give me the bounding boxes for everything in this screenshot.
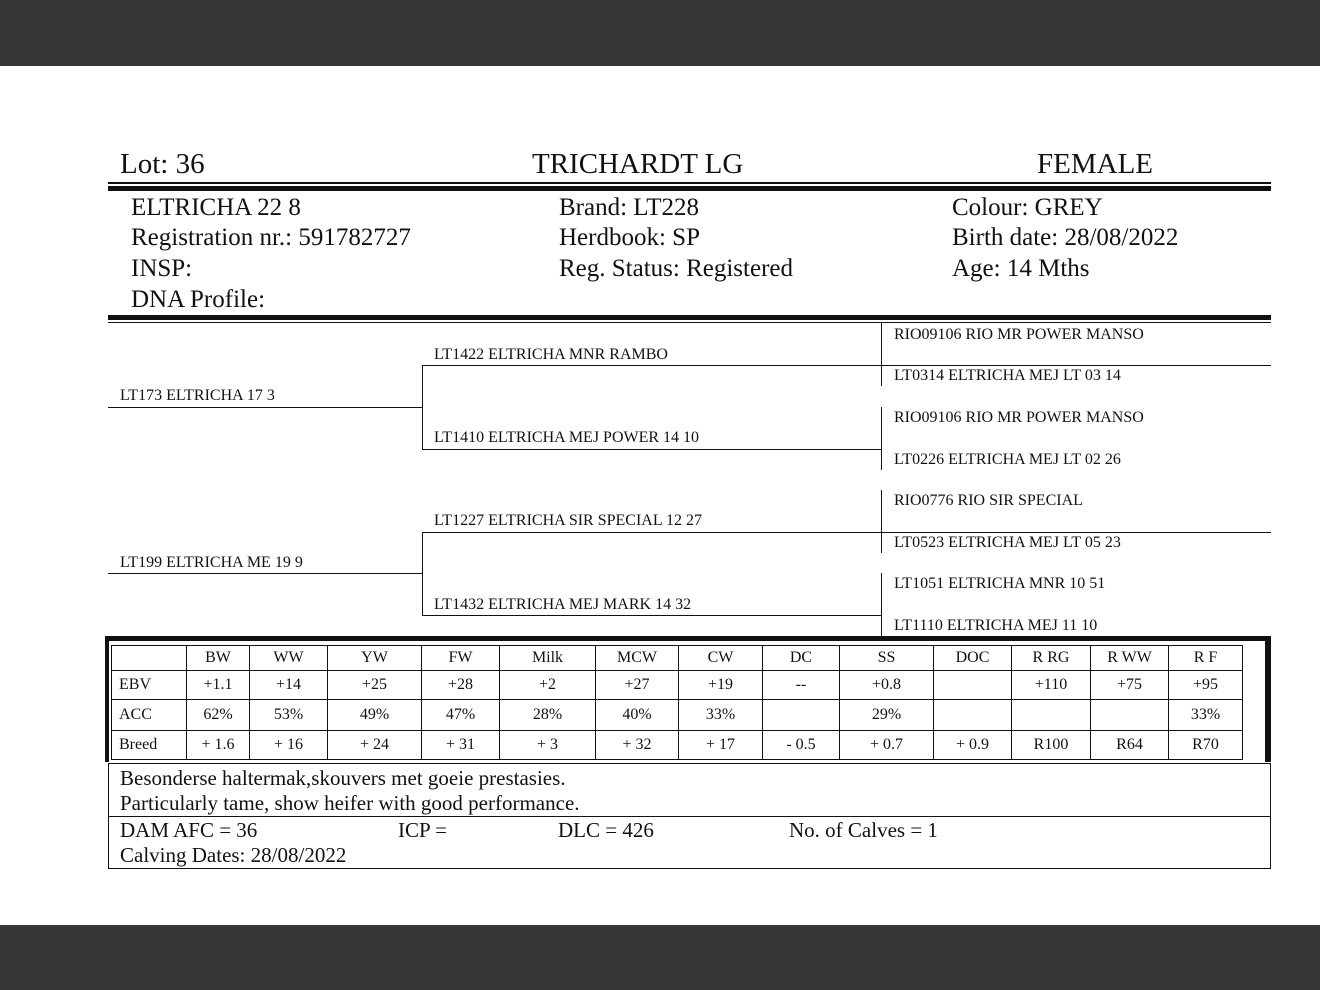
acc-row (112, 700, 1243, 731)
ebv-header-cell: MCW (596, 646, 679, 671)
acc-cell: 33% (679, 700, 763, 731)
ebv-cell: -- (763, 671, 840, 700)
ebv-header-cell: YW (328, 646, 422, 671)
breed-cell: R100 (1012, 731, 1091, 760)
ebv-table (111, 645, 1243, 760)
header-rule-thick (108, 186, 1271, 191)
birth-date: Birth date: 28/08/2022 (952, 224, 1179, 251)
comment-english: Particularly tame, show heifer with good performance. (120, 791, 580, 815)
ebv-cell: +0.8 (840, 671, 934, 700)
ebv-header-row (112, 646, 1243, 671)
header-rule-thin (108, 182, 1271, 184)
acc-cell: 53% (250, 700, 328, 731)
ebv-header-cell: R F (1169, 646, 1243, 671)
acc-cell: 40% (596, 700, 679, 731)
ebv-row-label: EBV (112, 671, 187, 700)
breed-cell: R64 (1091, 731, 1169, 760)
acc-cell (763, 700, 840, 731)
acc-cell: 47% (422, 700, 500, 731)
acc-cell: 62% (187, 700, 250, 731)
age: Age: 14 Mths (952, 255, 1090, 282)
ebv-header-cell: R WW (1091, 646, 1169, 671)
info-rule-thin (108, 322, 1271, 323)
breed-cell: + 31 (422, 731, 500, 760)
bottom-letterbox-bar (0, 925, 1320, 990)
owner-name: TRICHARDT LG (532, 148, 744, 180)
breed-cell: + 24 (328, 731, 422, 760)
pedigree-great-grandparent: RIO09106 RIO MR POWER MANSO (894, 409, 1144, 426)
pedigree-sire-dam: LT1410 ELTRICHA MEJ POWER 14 10 (434, 429, 700, 446)
acc-cell: 29% (840, 700, 934, 731)
ebv-cell: +14 (250, 671, 328, 700)
ebv-header-cell: FW (422, 646, 500, 671)
ebv-cell: +19 (679, 671, 763, 700)
ebv-header-cell: BW (187, 646, 250, 671)
ebv-cell: +27 (596, 671, 679, 700)
ebv-header-cell: DC (763, 646, 840, 671)
comment-afrikaans: Besonderse haltermak,skouvers met goeie prestasies. (120, 766, 566, 790)
ebv-cell: +110 (1012, 671, 1091, 700)
colour: Colour: GREY (952, 194, 1103, 221)
ebv-header-cell: WW (250, 646, 328, 671)
pedigree-great-grandparent: LT1110 ELTRICHA MEJ 11 10 (894, 617, 1098, 634)
ebv-header-cell (112, 646, 187, 671)
top-letterbox-bar (0, 0, 1320, 66)
info-rule-thick (108, 315, 1271, 320)
pedigree-sire-sire: LT1422 ELTRICHA MNR RAMBO (434, 346, 668, 363)
ebv-cell (934, 671, 1012, 700)
breed-cell: + 1.6 (187, 731, 250, 760)
pedigree-great-grandparent: LT1051 ELTRICHA MNR 10 51 (894, 575, 1106, 592)
ebv-header-cell: Milk (500, 646, 596, 671)
pedigree-great-grandparent: LT0314 ELTRICHA MEJ LT 03 14 (894, 367, 1121, 384)
acc-cell (934, 700, 1012, 731)
breed-cell: + 17 (679, 731, 763, 760)
pedigree-great-grandparent: RIO09106 RIO MR POWER MANSO (894, 326, 1144, 343)
pedigree-great-grandparent: RIO0776 RIO SIR SPECIAL (894, 492, 1083, 509)
breed-row (112, 731, 1243, 760)
breed-cell: + 0.9 (934, 731, 1012, 760)
lot-number: Lot: 36 (120, 148, 205, 180)
breed-cell: R70 (1169, 731, 1243, 760)
pedigree-dam-sire: LT1227 ELTRICHA SIR SPECIAL 12 27 (434, 512, 703, 529)
ebv-cell: +2 (500, 671, 596, 700)
ebv-header-cell: DOC (934, 646, 1012, 671)
insp-label: INSP: (131, 255, 193, 282)
ebv-header-cell: CW (679, 646, 763, 671)
animal-name: ELTRICHA 22 8 (131, 194, 301, 221)
herdbook: Herdbook: SP (559, 224, 700, 251)
sex-label: FEMALE (1037, 148, 1153, 180)
ebv-header-cell: R RG (1012, 646, 1091, 671)
dam-afc: DAM AFC = 36 (120, 818, 258, 842)
breed-cell: + 3 (500, 731, 596, 760)
registration-status: Reg. Status: Registered (559, 255, 793, 282)
dam-calves-count: No. of Calves = 1 (789, 818, 938, 842)
dam-dlc: DLC = 426 (558, 818, 654, 842)
dam-icp: ICP = (398, 818, 447, 842)
breed-cell: + 0.7 (840, 731, 934, 760)
acc-cell (1012, 700, 1091, 731)
pedigree-great-grandparent: LT0226 ELTRICHA MEJ LT 02 26 (894, 451, 1121, 468)
acc-cell: 49% (328, 700, 422, 731)
breed-cell: + 32 (596, 731, 679, 760)
ebv-cell: +95 (1169, 671, 1243, 700)
breed-cell: + 16 (250, 731, 328, 760)
brand: Brand: LT228 (559, 194, 700, 221)
ebv-row (112, 671, 1243, 700)
comments-divider (109, 816, 1270, 817)
ebv-cell: +75 (1091, 671, 1169, 700)
pedigree-dam: LT199 ELTRICHA ME 19 9 (120, 554, 303, 571)
ebv-cell: +25 (328, 671, 422, 700)
acc-cell: 33% (1169, 700, 1243, 731)
dna-profile-label: DNA Profile: (131, 286, 266, 313)
ebv-cell: +1.1 (187, 671, 250, 700)
acc-cell (1091, 700, 1169, 731)
acc-cell: 28% (500, 700, 596, 731)
breed-cell: - 0.5 (763, 731, 840, 760)
breed-row-label: Breed (112, 731, 187, 760)
registration-number: Registration nr.: 591782727 (131, 224, 411, 251)
ebv-cell: +28 (422, 671, 500, 700)
pedigree-dam-dam: LT1432 ELTRICHA MEJ MARK 14 32 (434, 596, 692, 613)
ebv-header-cell: SS (840, 646, 934, 671)
pedigree-sire: LT173 ELTRICHA 17 3 (120, 387, 275, 404)
pedigree-great-grandparent: LT0523 ELTRICHA MEJ LT 05 23 (894, 534, 1121, 551)
calving-dates: Calving Dates: 28/08/2022 (120, 843, 347, 867)
acc-row-label: ACC (112, 700, 187, 731)
